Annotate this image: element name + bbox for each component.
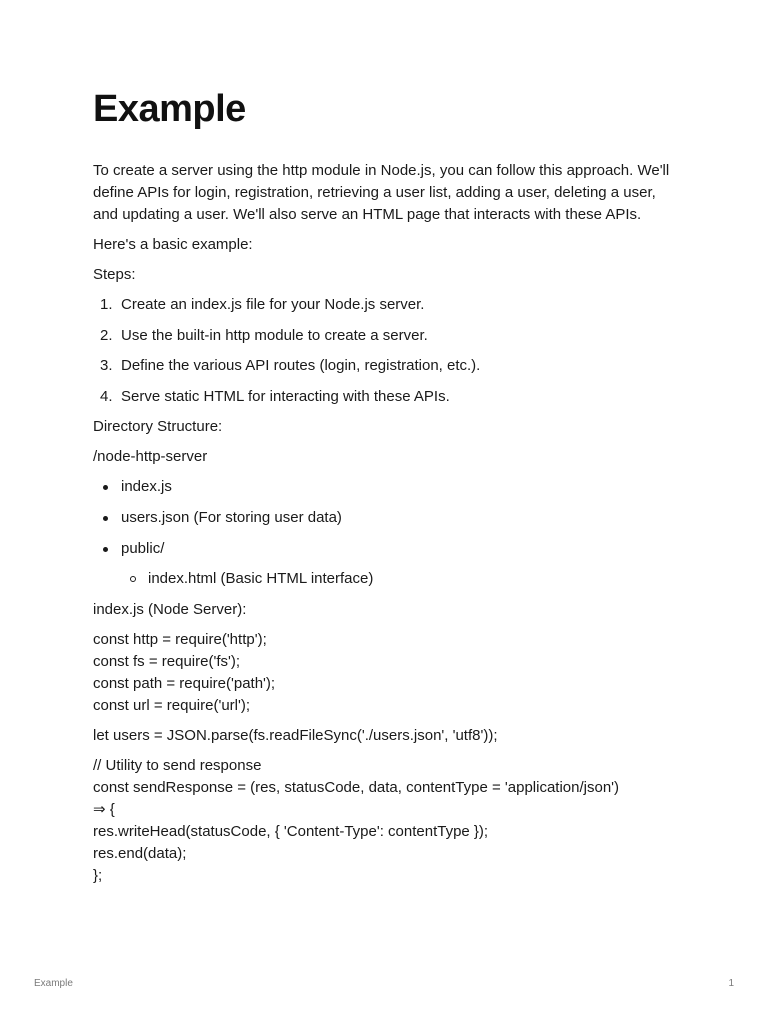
code-line: res.writeHead(statusCode, { 'Content-Type': contentType }); bbox=[93, 822, 489, 840]
code-line: const path = require('path'); bbox=[93, 674, 276, 692]
list-number: 2. bbox=[100, 326, 113, 344]
code-block-requires bbox=[93, 629, 683, 717]
code-line: const url = require('url'); bbox=[93, 696, 251, 714]
hollow-bullet-icon bbox=[130, 576, 136, 582]
list-number: 1. bbox=[100, 296, 113, 313]
list-item-text: users.json (For storing user data) bbox=[121, 508, 342, 526]
server-heading: index.js (Node Server): bbox=[93, 600, 247, 618]
bullet-icon bbox=[103, 485, 108, 490]
list-item bbox=[93, 386, 683, 408]
directory-heading: Directory Structure: bbox=[93, 418, 223, 436]
code-line: let users = JSON.parse(fs.readFileSync('./users.json', 'utf8')); bbox=[93, 726, 498, 744]
steps-list bbox=[93, 294, 683, 408]
list-item bbox=[93, 325, 683, 347]
list-item-text: index.html (Basic HTML interface) bbox=[148, 570, 374, 588]
list-item bbox=[93, 568, 683, 590]
list-number: 4. bbox=[100, 387, 113, 405]
code-line: const fs = require('fs'); bbox=[93, 652, 241, 670]
basic-example-text: Here's a basic example: bbox=[93, 236, 253, 253]
document-content bbox=[93, 86, 683, 895]
code-line: const sendResponse = (res, statusCode, data, contentType = 'application/json') bbox=[93, 778, 620, 796]
directory-root: /node-http-server bbox=[93, 448, 208, 466]
list-item bbox=[93, 294, 683, 316]
steps-heading: Steps: bbox=[93, 266, 136, 283]
list-item-text: index.js bbox=[121, 478, 172, 496]
code-line: }; bbox=[93, 866, 103, 884]
list-item-text: public/ bbox=[121, 539, 165, 557]
list-number: 3. bbox=[100, 357, 113, 375]
page-title: Example bbox=[93, 88, 246, 130]
list-item bbox=[93, 538, 683, 560]
code-line: ⇒ { bbox=[93, 800, 115, 818]
list-item-text: Use the built-in http module to create a server. bbox=[121, 326, 428, 344]
directory-sublist bbox=[93, 568, 683, 590]
code-line: res.end(data); bbox=[93, 844, 187, 862]
code-line: // Utility to send response bbox=[93, 756, 262, 774]
code-line: const http = require('http'); bbox=[93, 630, 267, 648]
directory-list bbox=[93, 476, 683, 559]
bullet-icon bbox=[103, 547, 108, 552]
list-item bbox=[93, 507, 683, 529]
bullet-icon bbox=[103, 516, 108, 521]
code-block-users bbox=[93, 725, 683, 747]
list-item bbox=[93, 476, 683, 498]
footer-title: Example bbox=[34, 978, 73, 989]
list-item-text: Define the various API routes (login, registration, etc.). bbox=[121, 357, 481, 375]
list-item-text: Serve static HTML for interacting with these APIs. bbox=[121, 387, 450, 405]
list-item bbox=[93, 355, 683, 377]
list-item-text: Create an index.js file for your Node.js server. bbox=[121, 296, 425, 313]
code-block-utility bbox=[93, 755, 683, 887]
page-number: 1 bbox=[728, 978, 734, 989]
intro-paragraph: To create a server using the http module in Node.js, you can follow this approach. We'll define APIs for login, registration, retrieving a user list, adding a user, deleting a user, and updating a user. We'll also serve an HTML page that interacts with these APIs. bbox=[93, 162, 670, 223]
